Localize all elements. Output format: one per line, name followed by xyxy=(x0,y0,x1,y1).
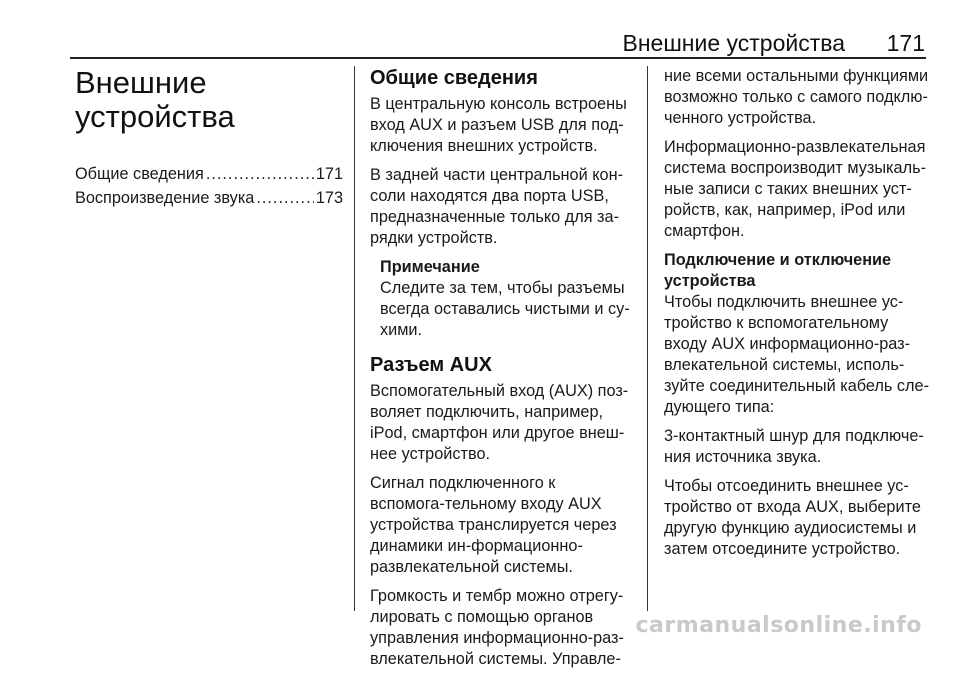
content-column-middle xyxy=(370,66,632,678)
chapter-title-line1: Внешние xyxy=(75,65,207,100)
chapter-title xyxy=(75,66,343,134)
note-text: Следите за тем, чтобы разъемы всегда оставались чистыми и су-хими. xyxy=(380,279,630,339)
toc-leader xyxy=(256,188,313,209)
toc-entry[interactable] xyxy=(75,164,343,185)
watermark: carmanualsonline.info xyxy=(635,613,922,638)
paragraph: Информационно-развлекательная система воспроизводит музыкаль-ные записи с таких внешних уст-ройств, как, например, iPod или смартфон. xyxy=(664,138,926,240)
toc-entry[interactable] xyxy=(75,188,343,209)
note-title: Примечание xyxy=(380,258,480,276)
toc-leader xyxy=(206,164,314,185)
toc-page[interactable]: 173 xyxy=(315,189,343,207)
paragraph: В центральную консоль встроены вход AUX и разъем USB для под-ключения внешних устройств. xyxy=(370,95,627,155)
header-divider xyxy=(70,57,926,59)
content-column-right xyxy=(664,66,932,568)
section-title: Разъем AUX xyxy=(370,354,492,376)
paragraph: В задней части центральной кон-соли находятся два порта USB, предназначенные только для за-рядки устройств. xyxy=(370,166,623,247)
note-box xyxy=(380,257,632,341)
column-divider xyxy=(354,66,355,611)
chapter-title-line2: устройства xyxy=(75,99,235,134)
page-number: 171 xyxy=(886,30,925,56)
header-title: Внешние устройства xyxy=(622,30,845,56)
table-of-contents xyxy=(75,164,343,209)
paragraph: Чтобы подключить внешнее ус-тройство к вспомогательному входу AUX информационно-раз-влекательной системы, исполь-зуйте соединительный кабель сле-дующего типа: xyxy=(664,293,930,416)
toc-label[interactable]: Воспроизведение звука xyxy=(75,189,255,207)
paragraph: Громкость и тембр можно отрегу-лировать с помощью органов управления информационно-раз-влекательной системы. Управле- xyxy=(370,587,624,668)
toc-label[interactable]: Общие сведения xyxy=(75,165,204,183)
column-divider xyxy=(647,66,648,611)
section-title: Общие сведения xyxy=(370,67,538,89)
chapter-column xyxy=(75,66,343,212)
paragraph: Сигнал подключенного к вспомога-тельному входу AUX устройства транслируется через динамики ин-формационно-развлекательной системы. xyxy=(370,474,617,576)
page-header xyxy=(0,30,960,56)
paragraph: Вспомогательный вход (AUX) поз-воляет подключить, например, iPod, смартфон или другое внеш-нее устройство. xyxy=(370,382,629,463)
paragraph: ние всеми остальными функциями возможно только с самого подклю-ченного устройства. xyxy=(664,67,929,127)
paragraph: Чтобы отсоединить внешнее ус-тройство от входа AUX, выберите другую функцию аудиосистемы и затем отсоедините устройство. xyxy=(664,477,921,558)
subheading: Подключение и отключение устройства xyxy=(664,251,892,290)
paragraph: 3-контактный шнур для подключе-ния источника звука. xyxy=(664,427,924,466)
toc-page[interactable]: 171 xyxy=(315,165,343,183)
